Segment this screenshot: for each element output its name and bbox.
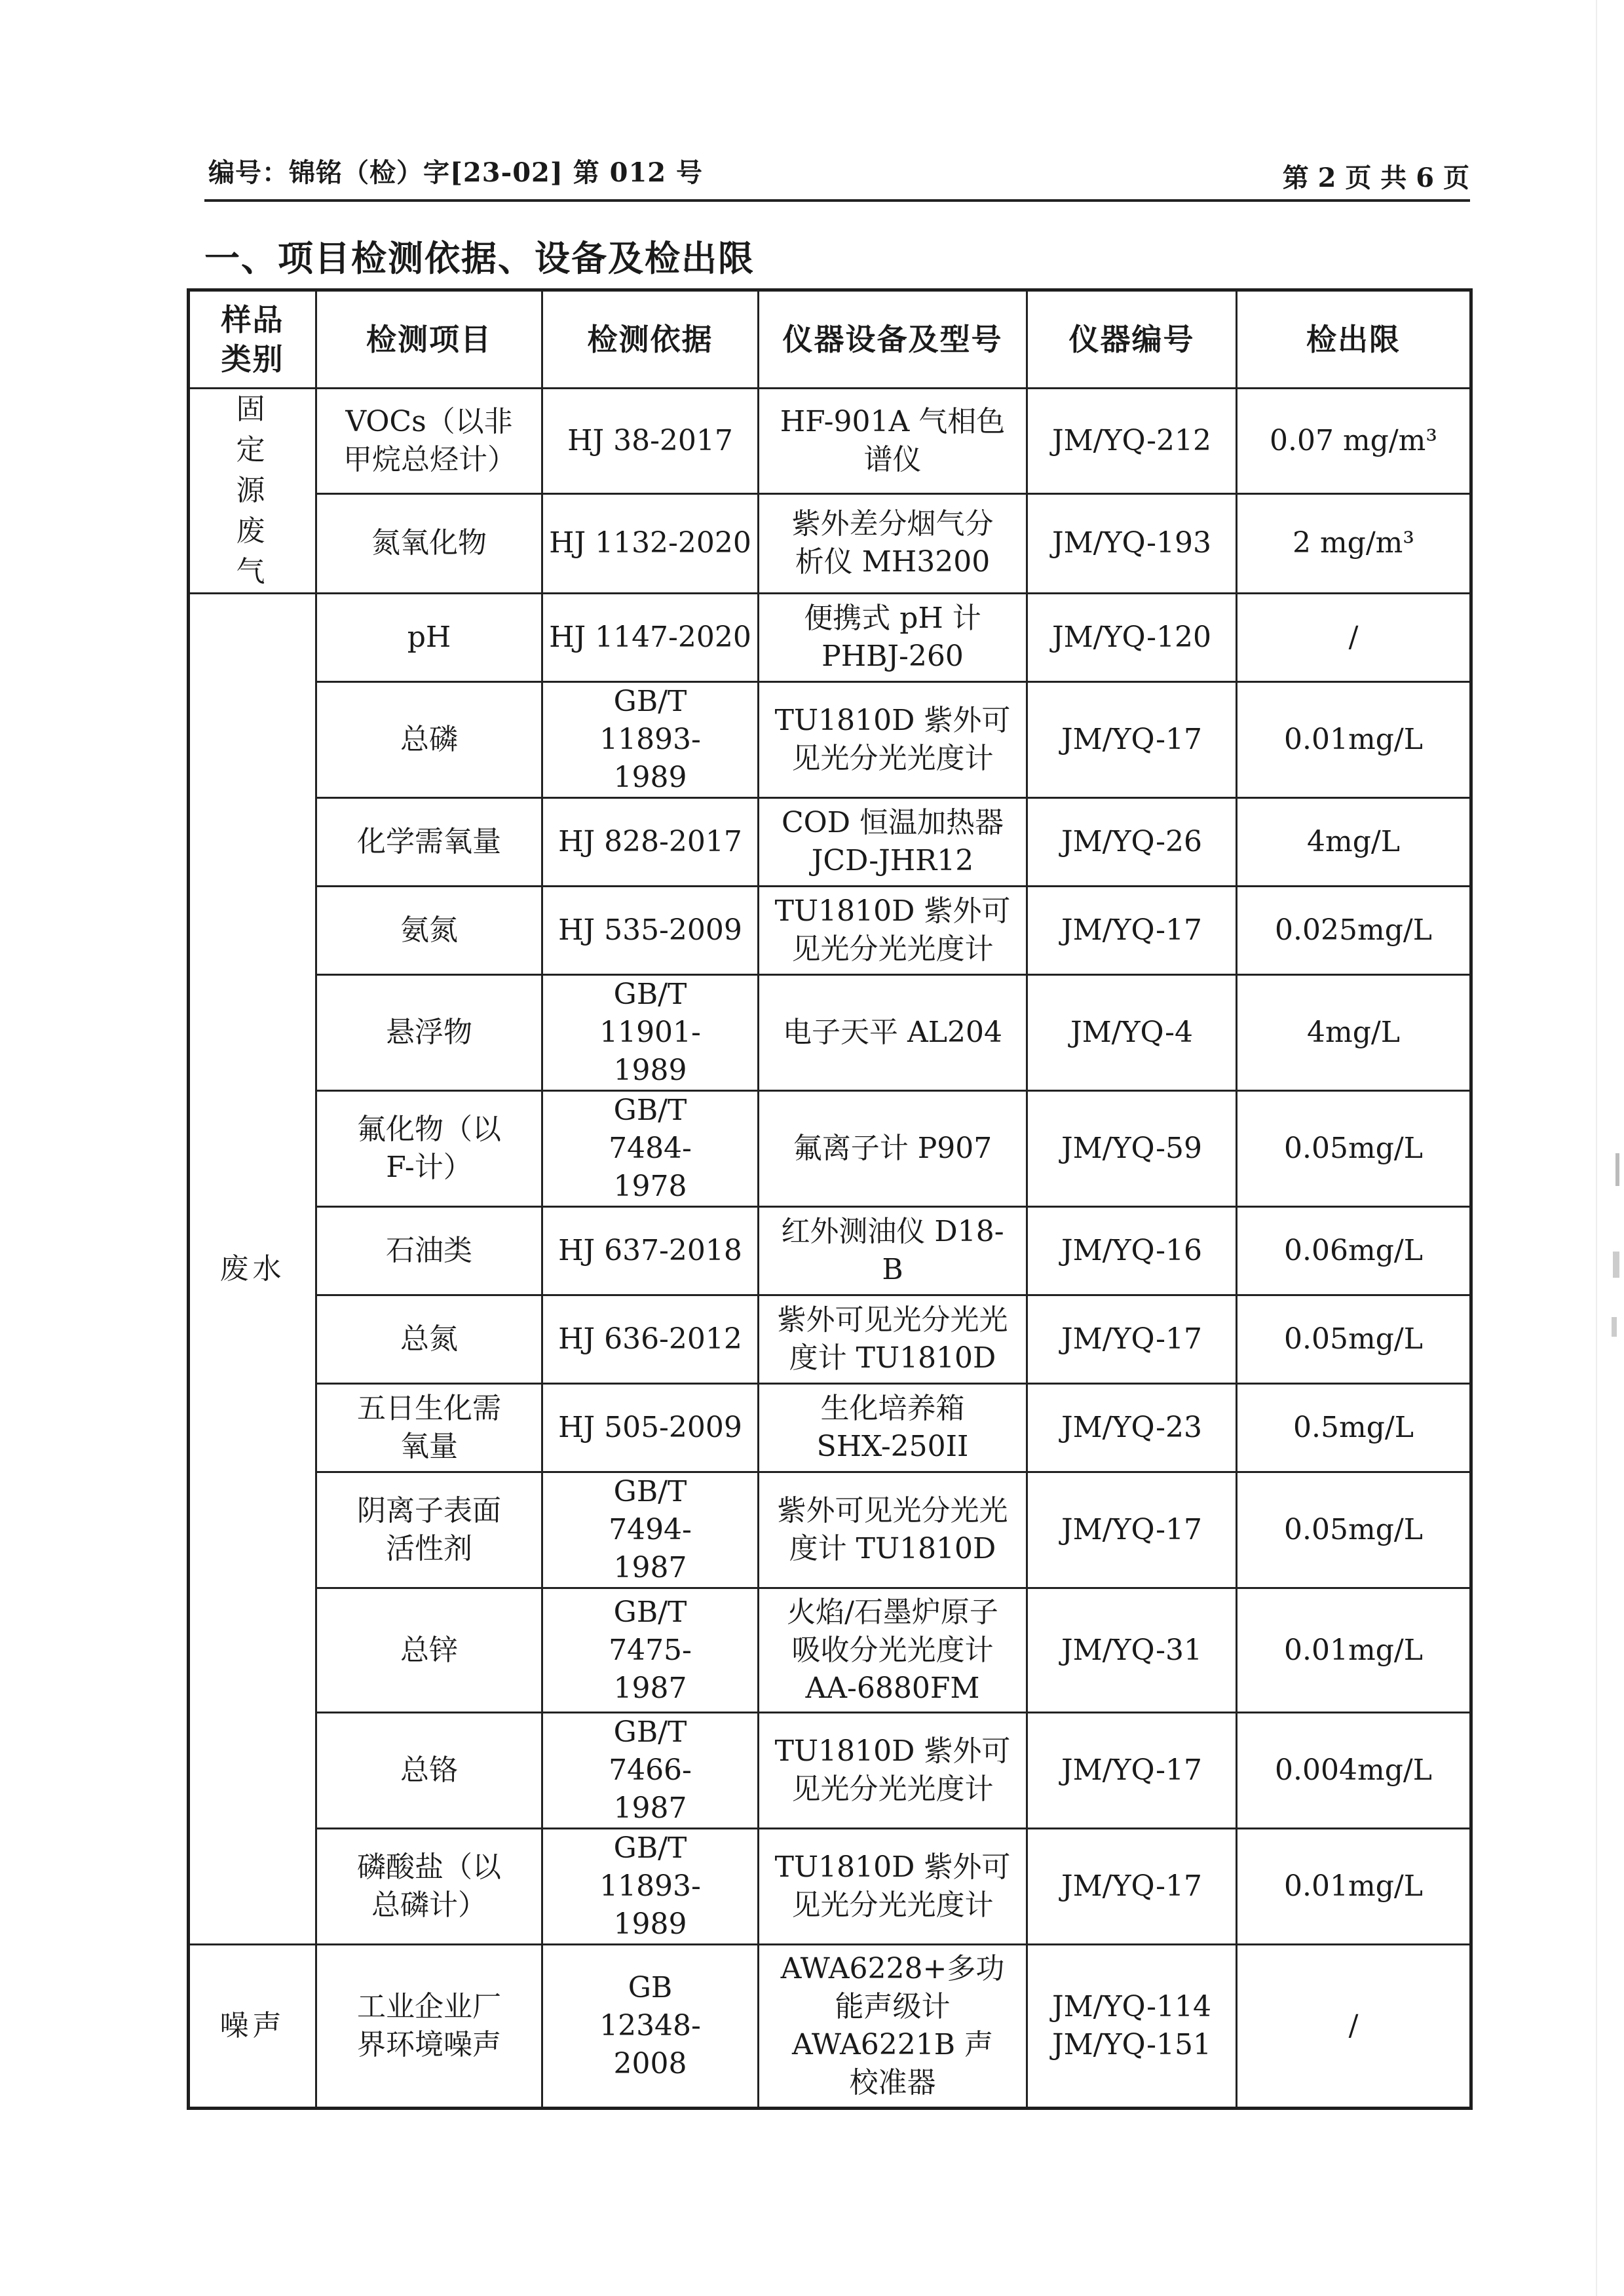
- table-header-row: [189, 290, 1471, 389]
- instrument-cell: TU1810D 紫外可见光分光光度计: [759, 682, 1027, 798]
- item-cell: 总铬: [316, 1713, 542, 1829]
- table-row: [189, 1472, 1471, 1588]
- instrument-cell: TU1810D 紫外可见光分光光度计: [759, 887, 1027, 975]
- document-number: 编号：锦铭（检）字[23-02] 第 012 号: [208, 157, 704, 188]
- limit-cell: 0.01mg/L: [1237, 1588, 1471, 1713]
- item-cell: VOCs（以非甲烷总烃计）: [316, 389, 542, 494]
- basis-cell: HJ 1132-2020: [542, 493, 759, 593]
- table-row: [189, 1588, 1471, 1713]
- item-cell: 五日生化需氧量: [316, 1384, 542, 1472]
- basis-cell: HJ 535-2009: [542, 887, 759, 975]
- table-row: [189, 1384, 1471, 1472]
- limit-cell: 0.01mg/L: [1237, 682, 1471, 798]
- basis-cell: HJ 637-2018: [542, 1207, 759, 1295]
- basis-cell: GB/T 7494-1987: [542, 1472, 759, 1588]
- item-cell: 总氮: [316, 1295, 542, 1384]
- item-cell: 磷酸盐（以总磷计）: [316, 1829, 542, 1945]
- limit-cell: 0.004mg/L: [1237, 1713, 1471, 1829]
- table-row: [189, 1091, 1471, 1207]
- basis-cell: HJ 38-2017: [542, 389, 759, 494]
- instrument-cell: AWA6228+多功能声级计 AWA6221B 声校准器: [759, 1945, 1027, 2109]
- category-cell: 固定源废气: [189, 389, 316, 594]
- item-cell: 总锌: [316, 1588, 542, 1713]
- instrument-cell: 紫外可见光分光光度计 TU1810D: [759, 1472, 1027, 1588]
- table-row: [189, 975, 1471, 1091]
- basis-cell: GB/T 7466-1987: [542, 1713, 759, 1829]
- instrument-cell: 紫外可见光分光光度计 TU1810D: [759, 1295, 1027, 1384]
- detection-table: [187, 288, 1473, 2110]
- limit-cell: 2 mg/m³: [1237, 493, 1471, 593]
- table-row: [189, 1207, 1471, 1295]
- basis-cell: HJ 1147-2020: [542, 594, 759, 682]
- number-cell: JM/YQ-16: [1027, 1207, 1237, 1295]
- instrument-cell: HF-901A 气相色谱仪: [759, 389, 1027, 494]
- limit-cell: /: [1237, 1945, 1471, 2109]
- page-info: 第 2 页 共 6 页: [1282, 163, 1469, 193]
- number-cell: JM/YQ-120: [1027, 594, 1237, 682]
- number-cell: JM/YQ-114 JM/YQ-151: [1027, 1945, 1237, 2109]
- instrument-cell: TU1810D 紫外可见光分光光度计: [759, 1829, 1027, 1945]
- scan-mark: [1612, 1317, 1617, 1337]
- limit-cell: 0.5mg/L: [1237, 1384, 1471, 1472]
- limit-cell: 0.05mg/L: [1237, 1472, 1471, 1588]
- item-cell: 工业企业厂界环境噪声: [316, 1945, 542, 2109]
- limit-cell: 0.01mg/L: [1237, 1829, 1471, 1945]
- table-row: [189, 1829, 1471, 1945]
- item-cell: 石油类: [316, 1207, 542, 1295]
- category-cell: 噪声: [189, 1945, 316, 2109]
- number-cell: JM/YQ-17: [1027, 1295, 1237, 1384]
- limit-cell: 0.06mg/L: [1237, 1207, 1471, 1295]
- basis-cell: GB/T 7484-1978: [542, 1091, 759, 1207]
- table-row: [189, 887, 1471, 975]
- limit-cell: 0.05mg/L: [1237, 1295, 1471, 1384]
- basis-cell: GB/T 11893-1989: [542, 682, 759, 798]
- item-cell: 氨氮: [316, 887, 542, 975]
- table-row: [189, 1713, 1471, 1829]
- scan-edge-shadow: [1596, 0, 1597, 2296]
- limit-cell: 4mg/L: [1237, 798, 1471, 887]
- number-cell: JM/YQ-17: [1027, 887, 1237, 975]
- basis-cell: GB 12348-2008: [542, 1945, 759, 2109]
- instrument-cell: 电子天平 AL204: [759, 975, 1027, 1091]
- basis-cell: GB/T 11893-1989: [542, 1829, 759, 1945]
- number-cell: JM/YQ-26: [1027, 798, 1237, 887]
- instrument-cell: 红外测油仪 D18-B: [759, 1207, 1027, 1295]
- table-row: [189, 594, 1471, 682]
- number-cell: JM/YQ-17: [1027, 1829, 1237, 1945]
- instrument-cell: COD 恒温加热器 JCD-JHR12: [759, 798, 1027, 887]
- limit-cell: 4mg/L: [1237, 975, 1471, 1091]
- basis-cell: HJ 636-2012: [542, 1295, 759, 1384]
- category-cell: 废水: [189, 594, 316, 1945]
- instrument-cell: 便携式 pH 计 PHBJ-260: [759, 594, 1027, 682]
- instrument-cell: 紫外差分烟气分析仪 MH3200: [759, 493, 1027, 593]
- number-cell: JM/YQ-17: [1027, 1713, 1237, 1829]
- item-cell: pH: [316, 594, 542, 682]
- number-cell: JM/YQ-17: [1027, 682, 1237, 798]
- item-cell: 总磷: [316, 682, 542, 798]
- column-header: 样品类别: [189, 290, 316, 389]
- table-row: [189, 682, 1471, 798]
- number-cell: JM/YQ-4: [1027, 975, 1237, 1091]
- limit-cell: 0.05mg/L: [1237, 1091, 1471, 1207]
- number-cell: JM/YQ-193: [1027, 493, 1237, 593]
- basis-cell: GB/T 11901-1989: [542, 975, 759, 1091]
- limit-cell: /: [1237, 594, 1471, 682]
- item-cell: 氟化物（以F-计）: [316, 1091, 542, 1207]
- scan-mark: [1613, 1252, 1619, 1278]
- basis-cell: HJ 505-2009: [542, 1384, 759, 1472]
- item-cell: 悬浮物: [316, 975, 542, 1091]
- number-cell: JM/YQ-23: [1027, 1384, 1237, 1472]
- column-header: 检出限: [1237, 290, 1471, 389]
- number-cell: JM/YQ-31: [1027, 1588, 1237, 1713]
- scan-mark: [1615, 1153, 1619, 1186]
- table-row: [189, 1945, 1471, 2109]
- section-title: 一、项目检测依据、设备及检出限: [204, 237, 755, 279]
- instrument-cell: 生化培养箱 SHX-250II: [759, 1384, 1027, 1472]
- item-cell: 阴离子表面活性剂: [316, 1472, 542, 1588]
- number-cell: JM/YQ-212: [1027, 389, 1237, 494]
- instrument-cell: TU1810D 紫外可见光分光光度计: [759, 1713, 1027, 1829]
- table-row: [189, 493, 1471, 593]
- limit-cell: 0.025mg/L: [1237, 887, 1471, 975]
- number-cell: JM/YQ-17: [1027, 1472, 1237, 1588]
- limit-cell: 0.07 mg/m³: [1237, 389, 1471, 494]
- basis-cell: HJ 828-2017: [542, 798, 759, 887]
- column-header: 检测依据: [542, 290, 759, 389]
- table-row: [189, 798, 1471, 887]
- item-cell: 化学需氧量: [316, 798, 542, 887]
- basis-cell: GB/T 7475-1987: [542, 1588, 759, 1713]
- table-row: [189, 1295, 1471, 1384]
- item-cell: 氮氧化物: [316, 493, 542, 593]
- column-header: 仪器编号: [1027, 290, 1237, 389]
- number-cell: JM/YQ-59: [1027, 1091, 1237, 1207]
- column-header: 检测项目: [316, 290, 542, 389]
- header-divider: [204, 199, 1470, 202]
- instrument-cell: 火焰/石墨炉原子吸收分光光度计 AA-6880FM: [759, 1588, 1027, 1713]
- column-header: 仪器设备及型号: [759, 290, 1027, 389]
- table-row: [189, 389, 1471, 494]
- instrument-cell: 氟离子计 P907: [759, 1091, 1027, 1207]
